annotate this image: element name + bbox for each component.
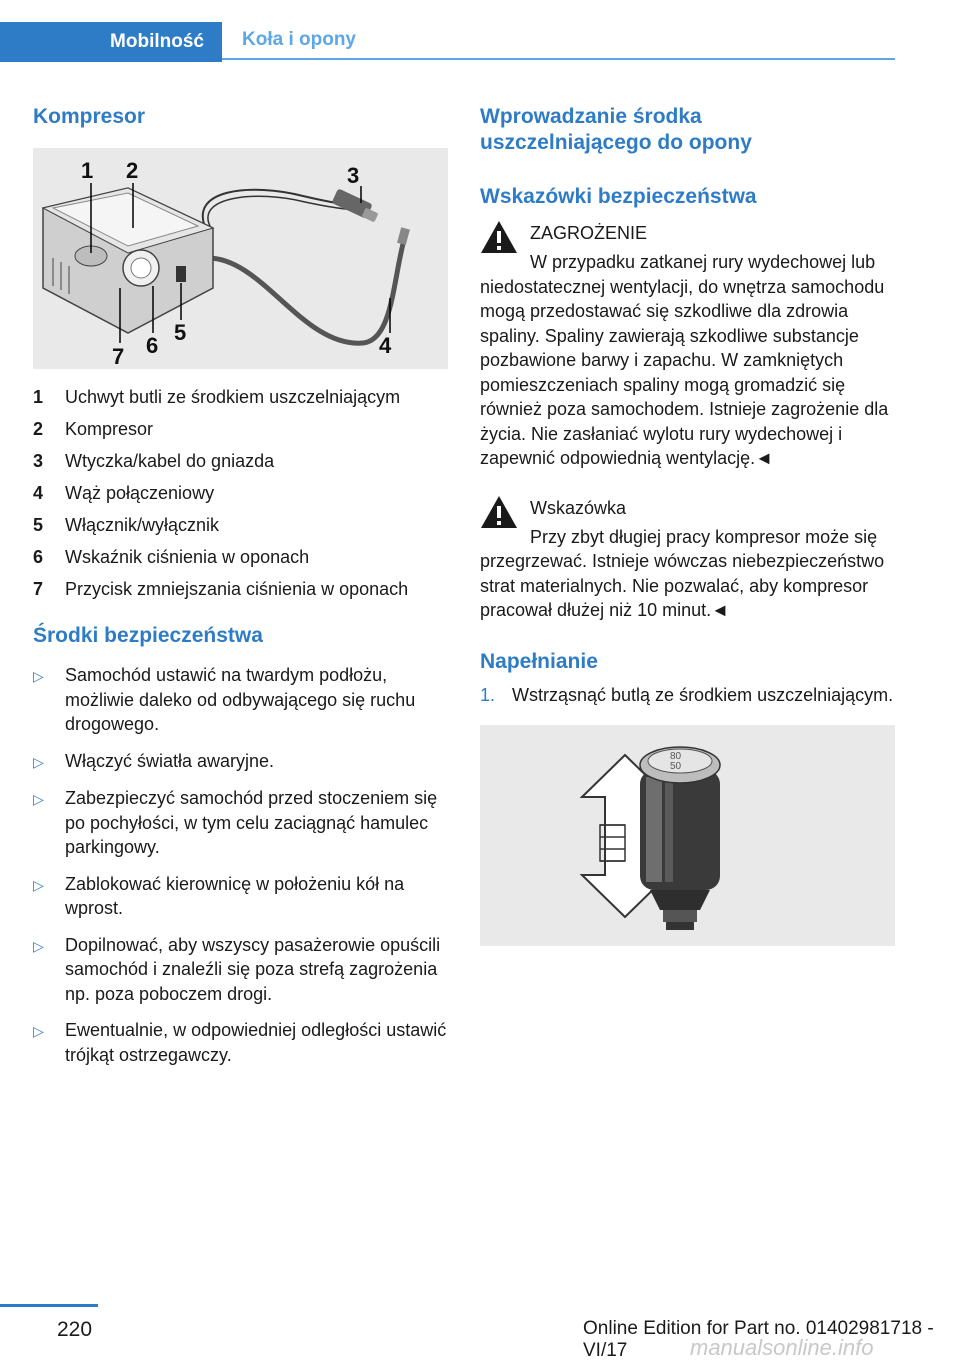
warning-triangle-icon xyxy=(480,495,518,529)
legend-number: 4 xyxy=(33,483,44,503)
bullet-text: Włączyć światła awaryjne. xyxy=(65,750,275,771)
section-title-kompresor: Kompresor xyxy=(33,105,146,128)
right-column xyxy=(480,100,895,946)
legend-number: 5 xyxy=(33,515,44,535)
danger-text: W przypadku zatkanej rury wydechowej lub niedostatecznej wentylacji, do wnętrza samochodu mogą przedostawać się szkodliwe dla zdrowia spaliny. Spaliny zawierają szkodliwe substancje pozbawione barwy i zapachu. W zamkniętych pomieszczeniach spaliny mogą gromadzić się również poza samochodem. Istnieje zagrożenie dla życia. Nie zasłaniać wylotu rury wydechowej i zapewnić odpowiednią wentylację.◄ xyxy=(480,252,889,468)
legend-label: Wskaźnik ciśnienia w oponach xyxy=(65,547,310,567)
tab-kola-i-opony[interactable]: Koła i opony xyxy=(222,22,895,60)
bullet-text: Ewentualnie, w odpowiedniej odległości ustawić trójkąt ostrzegawczy. xyxy=(65,1020,447,1065)
callout-2: 2 xyxy=(126,158,139,183)
subtitle-napelnianie: Napełnianie xyxy=(480,649,598,673)
callout-1: 1 xyxy=(81,158,94,183)
legend-number: 2 xyxy=(33,419,44,439)
danger-title: ZAGROŻENIE xyxy=(530,223,648,243)
legend-number: 3 xyxy=(33,451,44,471)
bullet-item xyxy=(33,933,448,1007)
tab-mobilnosc[interactable]: Mobilność xyxy=(0,22,222,62)
fill-steps xyxy=(480,683,895,708)
note-text: Przy zbyt długiej pracy kompresor może się przegrzewać. Istnieje wówczas niebezpieczeństwo strat materialnych. Nie pozwalać, aby kompresor pracował dłużej niż 10 minut.◄ xyxy=(480,526,885,620)
bullet-item xyxy=(33,1018,448,1067)
legend-row xyxy=(33,381,448,413)
legend-row xyxy=(33,413,448,445)
bullet-triangle-icon: ▷ xyxy=(33,1023,44,1039)
bottle-label-50: 50 xyxy=(670,761,682,772)
bullet-item xyxy=(33,872,448,921)
edition-info: Online Edition for Part no. 01402981718 - VI/17 xyxy=(583,1318,934,1361)
section-title-srodki: Środki bezpieczeństwa xyxy=(33,624,263,647)
page-number: 220 xyxy=(57,1318,93,1341)
note-title: Wskazówka xyxy=(530,497,627,518)
legend-row xyxy=(33,477,448,509)
bottle-illustration xyxy=(480,725,895,946)
callout-7: 7 xyxy=(112,344,125,369)
legend-row xyxy=(33,445,448,477)
step-number: 1. xyxy=(480,684,496,705)
legend-label: Przycisk zmniejszania ciśnienia w oponach xyxy=(65,579,409,599)
step-item xyxy=(480,683,895,708)
legend-label: Wąż połączeniowy xyxy=(65,483,215,503)
watermark: manualsonline.info xyxy=(690,1335,874,1360)
legend-row xyxy=(33,541,448,573)
bullet-triangle-icon: ▷ xyxy=(33,668,44,684)
footer-accent-line xyxy=(0,1304,98,1307)
bullet-triangle-icon: ▷ xyxy=(33,791,44,807)
bullet-item xyxy=(33,663,448,737)
callout-3: 3 xyxy=(347,163,360,188)
callout-6: 6 xyxy=(146,333,159,358)
bottle-label-80: 80 xyxy=(670,751,682,762)
left-column xyxy=(33,100,448,1079)
legend-label: Kompresor xyxy=(65,419,154,439)
legend-number: 1 xyxy=(33,387,44,407)
legend-row xyxy=(33,509,448,541)
legend-number: 6 xyxy=(33,547,44,567)
bullet-text: Samochód ustawić na twardym podłożu, możliwie daleko od odbywającego się ruchu drogowego. xyxy=(65,665,416,734)
bullet-triangle-icon: ▷ xyxy=(33,753,44,770)
bullet-text: Zablokować kierownicę w położeniu kół na wprost. xyxy=(65,873,405,918)
section-title-wprowadzanie: Wprowadzanie środka uszczelniającego do opony xyxy=(480,105,752,154)
bullet-triangle-icon: ▷ xyxy=(33,876,44,893)
bullet-text: Dopilnować, aby wszyscy pasażerowie opuścili samochód i znaleźli się poza strefą zagrożenia np. poza poboczem drogi. xyxy=(65,934,441,1004)
bullet-item xyxy=(33,786,448,860)
compressor-illustration xyxy=(33,148,448,369)
note-block xyxy=(480,493,895,623)
subtitle-wskazowki: Wskazówki bezpieczeństwa xyxy=(480,185,757,208)
bottle-figure xyxy=(480,725,895,946)
header-tabs xyxy=(0,0,895,62)
legend-label: Uchwyt butli ze środkiem uszczelniającym xyxy=(65,387,401,407)
legend-label: Włącznik/wyłącznik xyxy=(65,515,220,535)
compressor-figure xyxy=(33,148,448,369)
warning-triangle-icon xyxy=(480,220,518,254)
callout-4: 4 xyxy=(379,333,392,358)
figure-legend xyxy=(33,381,448,605)
callout-5: 5 xyxy=(174,320,187,345)
danger-block xyxy=(480,218,895,471)
legend-row xyxy=(33,573,448,605)
legend-number: 7 xyxy=(33,579,44,599)
legend-label: Wtyczka/kabel do gniazda xyxy=(65,451,275,471)
step-text: Wstrząsnąć butlą ze środkiem uszczelniającym. xyxy=(512,684,894,705)
bullet-item xyxy=(33,749,448,775)
safety-bullets xyxy=(33,663,448,1067)
bullet-triangle-icon: ▷ xyxy=(33,937,44,954)
bullet-text: Zabezpieczyć samochód przed stoczeniem się po pochyłości, w tym celu zaciągnąć hamulec parkingowy. xyxy=(65,788,438,857)
